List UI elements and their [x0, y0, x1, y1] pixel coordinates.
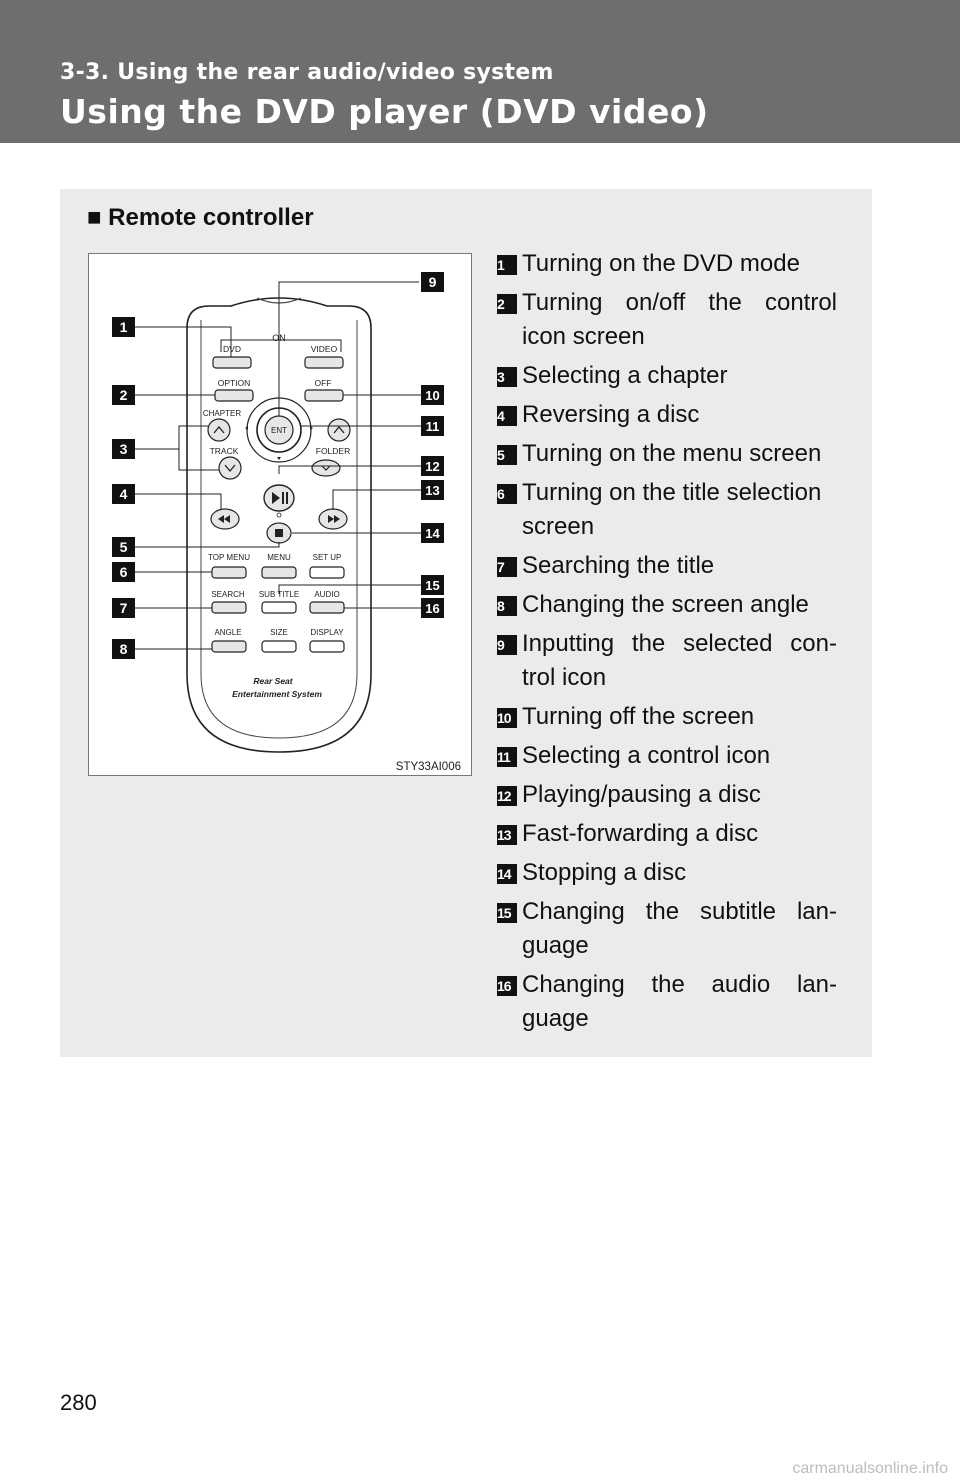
list-item — [497, 437, 837, 471]
off-button[interactable] — [305, 390, 343, 401]
dvd-button[interactable] — [213, 357, 251, 368]
callout-6 — [112, 562, 135, 582]
sub-title-label: SUB TITLE — [258, 590, 300, 599]
item-number: 8 — [497, 596, 517, 616]
audio-button[interactable] — [310, 602, 344, 613]
callout-7 — [112, 598, 135, 618]
chapter-up-button[interactable] — [208, 419, 230, 441]
svg-text:2: 2 — [119, 387, 128, 403]
svg-text:3: 3 — [119, 441, 128, 457]
item-number: 13 — [497, 825, 517, 845]
item-text: Selecting a chapter — [522, 362, 728, 389]
watermark: carmanualsonline.info — [792, 1460, 948, 1477]
page-number: 280 — [60, 1390, 97, 1415]
item-number: 15 — [497, 903, 517, 923]
size-label: SIZE — [270, 628, 288, 637]
figure-code: STY33AI006 — [395, 761, 461, 773]
top-menu-label: TOP MENU — [208, 553, 250, 562]
item-text-continued: icon screen — [522, 323, 645, 350]
list-item — [497, 588, 837, 622]
list-item — [497, 627, 837, 695]
callout-9 — [421, 272, 444, 292]
item-text: Turning off the screen — [522, 703, 755, 730]
item-text: Turning on the title selection — [522, 479, 822, 506]
callout-11 — [421, 416, 444, 436]
item-text: Changing the audio lan- — [522, 971, 837, 998]
svg-text:14: 14 — [425, 526, 440, 541]
item-number: 6 — [497, 484, 517, 504]
option-button[interactable] — [215, 390, 253, 401]
list-item — [497, 968, 837, 1036]
item-text: Selecting a control icon — [522, 742, 771, 769]
on-label: ON — [272, 333, 286, 343]
remote-controller-figure — [88, 253, 472, 776]
callout-8 — [112, 639, 135, 659]
remote-controller-illustration — [89, 254, 473, 777]
folder-down-button[interactable] — [312, 460, 340, 476]
item-number: 4 — [497, 406, 517, 426]
search-label: SEARCH — [211, 590, 245, 599]
item-number: 5 — [497, 445, 517, 465]
svg-text:7: 7 — [119, 600, 128, 616]
angle-button[interactable] — [212, 641, 246, 652]
sub-title-button[interactable] — [262, 602, 296, 613]
audio-label: AUDIO — [314, 590, 340, 599]
item-text: Turning on/off the control — [522, 289, 837, 316]
item-number: 1 — [497, 255, 517, 275]
function-list — [497, 247, 837, 1041]
svg-text:16: 16 — [425, 601, 440, 616]
list-item — [497, 700, 837, 734]
item-number: 10 — [497, 708, 517, 728]
menu-label: MENU — [267, 553, 291, 562]
brand-line-1: Rear Seat — [253, 676, 293, 686]
svg-text:9: 9 — [428, 274, 437, 290]
set-up-label: SET UP — [312, 553, 342, 562]
svg-text:5: 5 — [119, 539, 128, 555]
svg-text:1: 1 — [119, 319, 128, 335]
video-label: VIDEO — [310, 344, 338, 354]
list-item — [497, 895, 837, 963]
search-button[interactable] — [212, 602, 246, 613]
item-text: Changing the subtitle lan- — [522, 898, 837, 925]
list-item — [497, 286, 837, 354]
list-item — [497, 817, 837, 851]
callout-14 — [421, 523, 444, 543]
dvd-label: DVD — [223, 344, 241, 354]
list-item — [497, 359, 837, 393]
item-text-continued: screen — [522, 513, 595, 540]
svg-text:6: 6 — [119, 564, 128, 580]
angle-label: ANGLE — [214, 628, 242, 637]
list-item — [497, 398, 837, 432]
callout-2 — [112, 385, 135, 405]
svg-text:12: 12 — [425, 459, 440, 474]
svg-text:15: 15 — [425, 578, 440, 593]
item-text-continued: trol icon — [522, 664, 607, 691]
menu-button[interactable] — [262, 567, 296, 578]
chapter-label: CHAPTER — [202, 409, 242, 418]
callout-16 — [421, 598, 444, 618]
item-text: Fast-forwarding a disc — [522, 820, 759, 847]
item-number: 11 — [497, 747, 517, 767]
list-item — [497, 549, 837, 583]
item-text: Stopping a disc — [522, 859, 687, 886]
callout-10 — [421, 385, 444, 405]
item-text: Turning on the menu screen — [522, 440, 822, 467]
callout-4 — [112, 484, 135, 504]
brand-line-2: Entertainment System — [232, 689, 322, 699]
item-text: Turning on the DVD mode — [522, 250, 800, 277]
off-label: OFF — [314, 378, 332, 388]
item-text-continued: guage — [522, 1005, 589, 1032]
subsection-heading: ■ Remote controller — [87, 204, 314, 231]
item-text: Changing the screen angle — [522, 591, 809, 618]
display-button[interactable] — [310, 641, 344, 652]
list-item — [497, 856, 837, 890]
callout-5 — [112, 537, 135, 557]
list-item — [497, 778, 837, 812]
page-title: Using the DVD player (DVD video) — [60, 92, 709, 131]
item-number: 12 — [497, 786, 517, 806]
item-number: 2 — [497, 294, 517, 314]
item-number: 9 — [497, 635, 517, 655]
item-text-continued: guage — [522, 932, 589, 959]
item-number: 16 — [497, 976, 517, 996]
svg-text:11: 11 — [425, 419, 440, 434]
item-number: 14 — [497, 864, 517, 884]
callout-15 — [421, 575, 444, 595]
callout-1 — [112, 317, 135, 337]
video-button[interactable] — [305, 357, 343, 368]
set-up-button[interactable] — [310, 567, 344, 578]
list-item — [497, 476, 837, 544]
item-text: Reversing a disc — [522, 401, 700, 428]
svg-text:13: 13 — [425, 483, 440, 498]
svg-text:4: 4 — [119, 486, 128, 502]
item-text: Searching the title — [522, 552, 715, 579]
svg-text:10: 10 — [425, 388, 440, 403]
option-label: OPTION — [217, 378, 251, 388]
track-label: TRACK — [209, 446, 239, 456]
chapter-down-button[interactable] — [219, 457, 241, 479]
item-text: Playing/pausing a disc — [522, 781, 761, 808]
callout-12 — [421, 456, 444, 476]
item-number: 7 — [497, 557, 517, 577]
svg-text:8: 8 — [119, 641, 128, 657]
top-menu-button[interactable] — [212, 567, 246, 578]
list-item — [497, 739, 837, 773]
section-label: 3-3. Using the rear audio/video system — [60, 60, 554, 85]
callout-13 — [421, 480, 444, 500]
item-text: Inputting the selected con- — [522, 630, 837, 657]
list-item — [497, 247, 837, 281]
ent-label: ENT — [271, 426, 287, 435]
header-bar — [0, 0, 960, 143]
folder-up-button[interactable] — [328, 419, 350, 441]
callout-3 — [112, 439, 135, 459]
item-number: 3 — [497, 367, 517, 387]
size-button[interactable] — [262, 641, 296, 652]
display-label: DISPLAY — [310, 628, 344, 637]
folder-label: FOLDER — [315, 446, 351, 456]
